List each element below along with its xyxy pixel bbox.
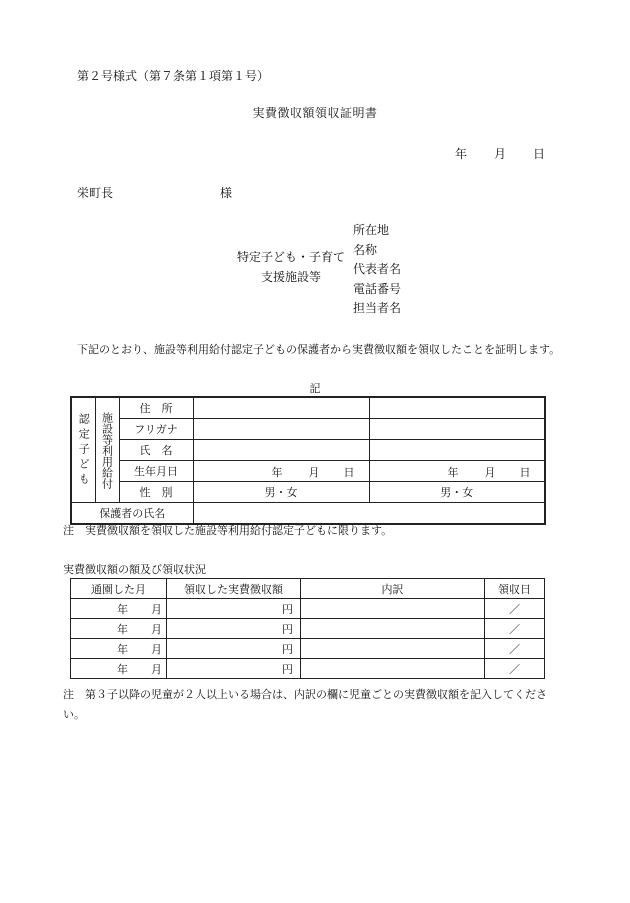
table-row [71,461,545,482]
birth-day-label: 日 [343,466,355,479]
ki-heading: 記 [309,382,321,395]
breakdown-field[interactable] [301,639,485,659]
month-field[interactable]: 年 月 [71,659,167,679]
birth-month-label: 月 [484,466,496,479]
month-field[interactable]: 年 月 [71,639,167,659]
sex-field-2[interactable]: 男・女 [369,482,545,503]
header-amount: 領収した実費徴収額 [167,579,301,599]
table-row [71,397,545,419]
header-receipt-date: 領収日 [485,579,545,599]
amount-field[interactable]: 円 [167,599,301,619]
birth-year-label: 年 [447,466,459,479]
receipt-date-field[interactable]: ／ [485,659,545,679]
side-label-child: 認定子ども [71,397,95,503]
month-field[interactable]: 年 月 [71,599,167,619]
guardian-name-field[interactable] [193,503,545,525]
facility-field-address: 所在地 [353,223,390,237]
furigana-field-1[interactable] [193,419,369,440]
breakdown-field[interactable] [301,619,485,639]
status-heading: 実費徴収額の額及び領収状況 [63,563,206,576]
form-number: 第２号様式（第７条第１項第１号） [77,69,270,83]
amount-field[interactable]: 円 [167,619,301,639]
breakdown-field[interactable] [301,659,485,679]
name-field-1[interactable] [193,440,369,461]
table-row [71,419,545,440]
birth-month-label: 月 [308,466,320,479]
amount-field[interactable]: 円 [167,659,301,679]
receipt-date-field[interactable]: ／ [485,599,545,619]
row-label-sex: 性 別 [119,482,193,503]
facility-label: 特定子ども・子育て支援施設等 [236,250,345,284]
facility-field-name: 名称 [353,242,378,257]
furigana-field-2[interactable] [369,419,545,440]
row-label-furigana: フリガナ [119,419,193,440]
row-label-address: 住 所 [119,397,193,419]
table-row [71,482,545,503]
guardian-name-label: 保護者の氏名 [71,503,193,525]
document-title: 実費徴収額領収証明書 [252,106,378,120]
receipt-date-field[interactable]: ／ [485,619,545,639]
addressee-name: 栄町長 [77,186,114,200]
address-field-1[interactable] [193,397,369,419]
birthdate-field-1[interactable] [193,461,369,482]
collection-status-table [70,578,545,679]
note-2: 注 第３子以降の児童が２人以上いる場合は、内訳の欄に児童ごとの実費徴収額を記入してください。 [63,688,547,721]
row-label-birthdate: 生年月日 [119,461,193,482]
table-row [71,659,545,679]
side-label-benefit: 施設等利用給付 [95,397,119,503]
name-field-2[interactable] [369,440,545,461]
table-row [71,639,545,659]
birthdate-field-2[interactable] [369,461,545,482]
date-month-label: 月 [494,147,507,161]
birth-year-label: 年 [271,466,283,479]
row-label-name: 氏 名 [119,440,193,461]
address-field-2[interactable] [369,397,545,419]
header-month-attended: 通園した月 [71,579,167,599]
receipt-date-field[interactable]: ／ [485,639,545,659]
header-breakdown: 内訳 [301,579,485,599]
amount-field[interactable]: 円 [167,639,301,659]
note-1: 注 実費徴収額を領収した施設等利用給付認定子どもに限ります。 [63,524,393,537]
addressee-honorific: 様 [220,186,233,200]
table-row [71,503,545,525]
breakdown-field[interactable] [301,599,485,619]
birth-day-label: 日 [519,466,531,479]
date-day-label: 日 [533,147,546,161]
table-row [71,440,545,461]
facility-field-contact-person: 担当者名 [353,301,402,315]
month-field[interactable]: 年 月 [71,619,167,639]
sex-field-1[interactable]: 男・女 [193,482,369,503]
date-year-label: 年 [455,147,468,161]
facility-fields [353,221,401,319]
table-row [71,599,545,619]
certification-statement: 下記のとおり、施設等利用給付認定子どもの保護者から実費徴収額を領収したことを証明します。 [77,343,561,356]
table-row [71,619,545,639]
facility-field-representative: 代表者名 [353,262,402,276]
child-info-table [70,396,546,525]
facility-field-phone: 電話番号 [353,281,402,296]
table-header-row [71,579,545,599]
